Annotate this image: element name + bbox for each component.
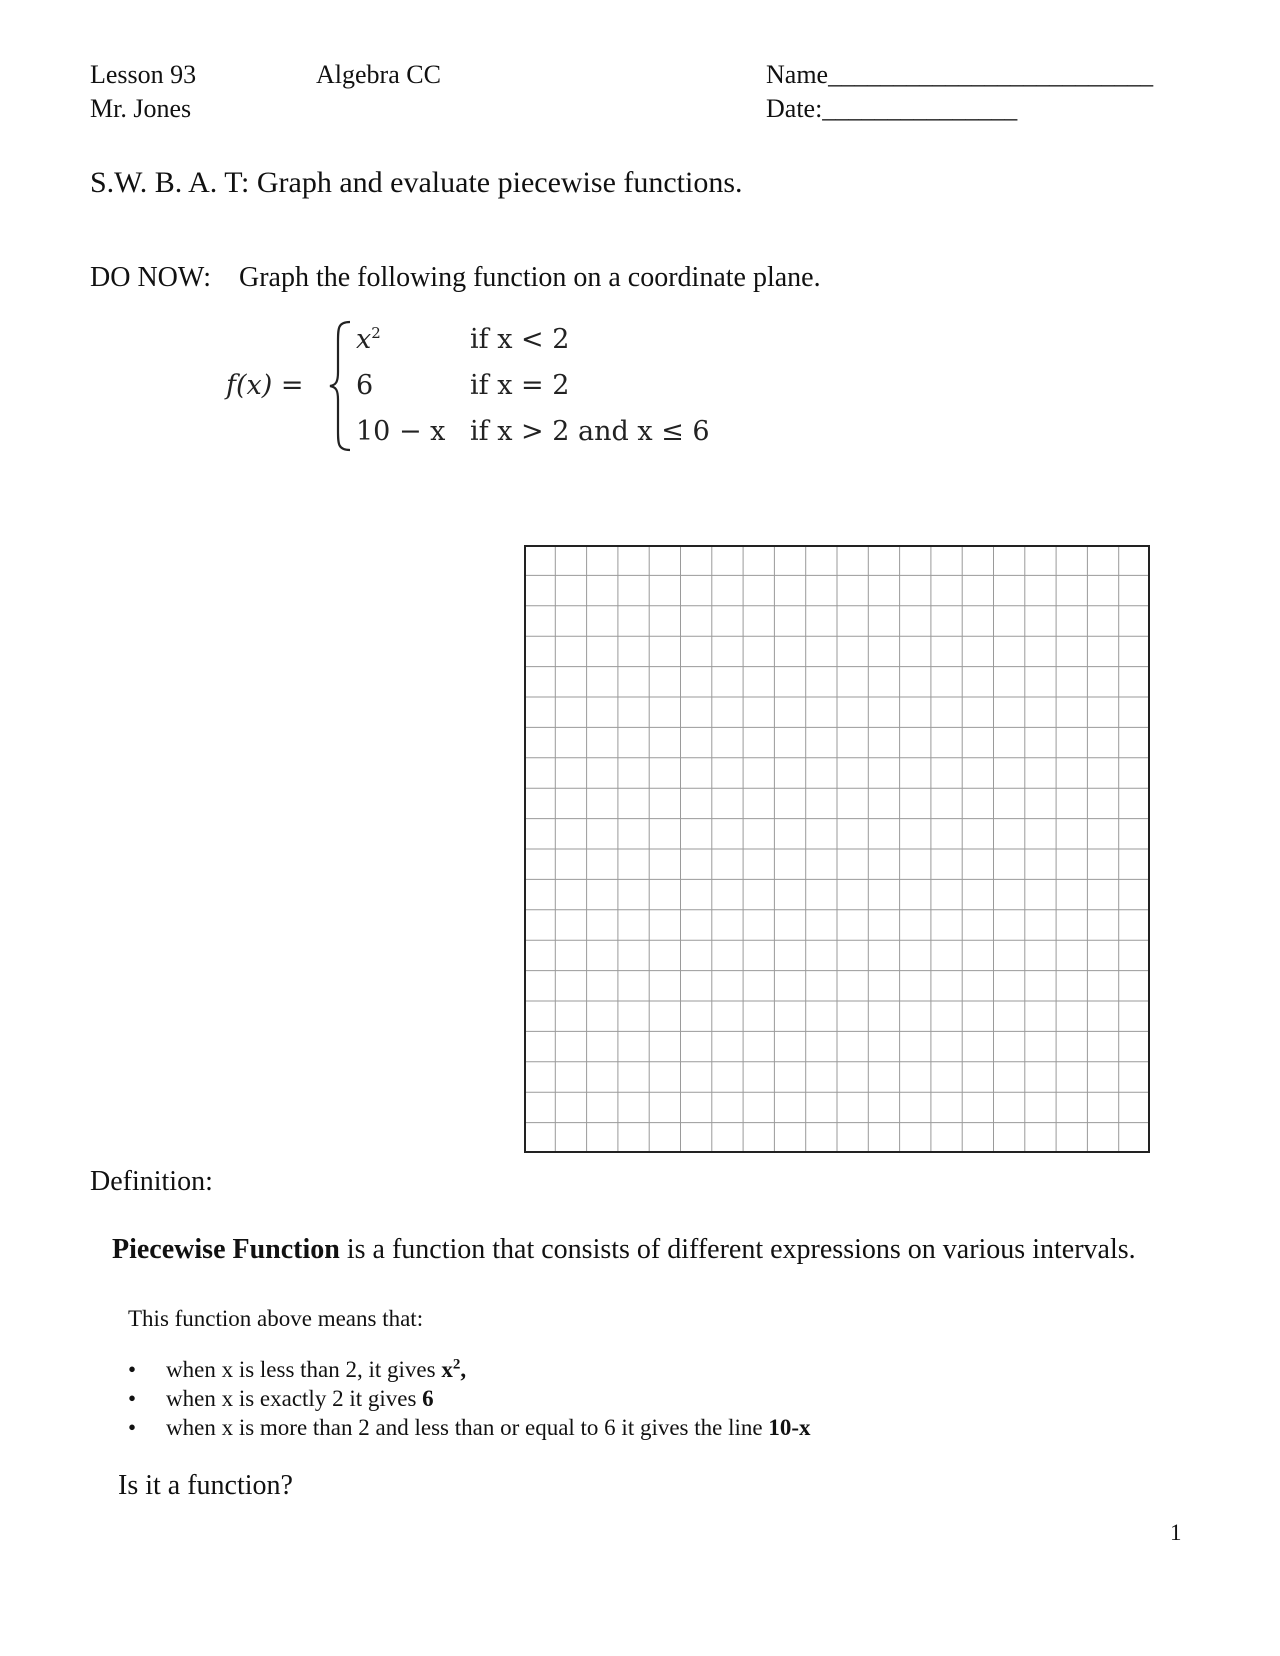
piece-2-condition: if x = 2 [470,370,570,401]
list-item [128,1384,811,1413]
definition-bullets [128,1355,811,1442]
teacher-name: Mr. Jones [90,94,192,123]
piece-1-base: x [356,324,372,355]
definition-label: Definition: [90,1166,213,1197]
piece-3-expression: 10 − x [356,416,446,447]
definition-sentence [112,1234,1136,1266]
course-name: Algebra CC [316,60,441,89]
question: Is it a function? [118,1470,293,1501]
definition-intro: This function above means that: [128,1306,424,1331]
definition-term: Piecewise Function [112,1234,340,1265]
do-now-instruction: Graph the following function on a coordinate plane. [239,262,821,293]
page-number: 1 [1170,1520,1182,1545]
left-brace [328,320,354,452]
bullet-bold: 10-x [768,1415,811,1440]
objective: S.W. B. A. T: Graph and evaluate piecewise functions. [90,166,743,199]
bullet-bold: x [441,1357,453,1382]
bullet-glyph: • [128,1357,137,1382]
list-item [128,1413,811,1442]
function-lhs: f(x) = [226,370,304,401]
piece-1-condition: if x < 2 [470,324,570,355]
piece-1-exponent: 2 [371,324,381,342]
lesson-number: Lesson 93 [90,60,197,89]
bullet-after: , [460,1357,467,1382]
bullet-glyph: • [128,1415,137,1440]
piece-3-condition: if x > 2 and x ≤ 6 [470,416,710,447]
coordinate-grid[interactable] [524,545,1150,1153]
bullet-glyph: • [128,1386,137,1411]
bullet-text: when x is more than 2 and less than or equal to 6 it gives the line [166,1415,769,1440]
bullet-text: when x is exactly 2 it gives [166,1386,423,1411]
piece-1-expression [356,324,381,355]
piece-2-expression: 6 [356,370,374,401]
definition-text: is a function that consists of different expressions on various intervals. [339,1234,1136,1265]
bullet-bold: 6 [422,1386,434,1411]
do-now-label: DO NOW: [90,262,212,293]
bullet-exponent: 2 [452,1356,461,1373]
name-field-label: Name_________________________ [766,60,1154,89]
list-item [128,1355,811,1384]
bullet-text: when x is less than 2, it gives [166,1357,442,1382]
date-field-label: Date:_______________ [766,94,1018,123]
